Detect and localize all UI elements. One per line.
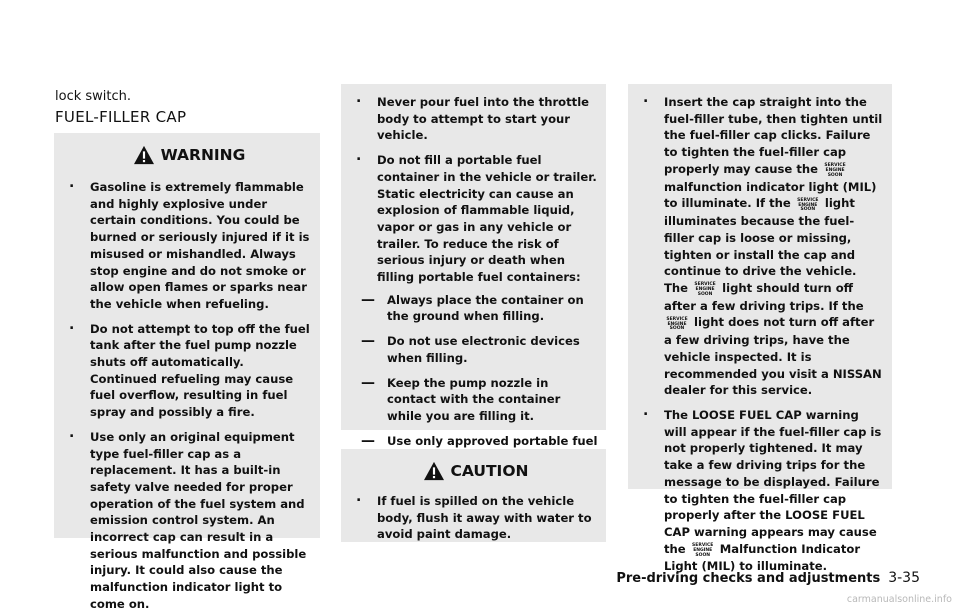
footer-section: Pre-driving checks and adjustments [616, 571, 881, 586]
intro-text: lock switch. [55, 89, 132, 104]
warning-box-col2 [341, 84, 606, 448]
dash-item: — Do not use electronic devices when filling. [361, 333, 598, 366]
page-number: 3-35 [888, 570, 920, 586]
service-engine-soon-icon: SERVICE ENGINE SOON [824, 163, 846, 178]
service-engine-soon-icon: SERVICE ENGINE SOON [797, 197, 819, 213]
caution-title: CAUTION [450, 462, 529, 480]
warning-item: . Do not attempt to top off the fuel tank after the fuel pump nozzle shuts off automatically. Continued refueling may cause fuel overflow, resulting in fuel spray and possibly a fire. [66, 321, 312, 421]
warning-triangle-icon [133, 145, 155, 165]
dash-item: — Always place the container on the ground when filling. [361, 292, 598, 325]
warning-item: . Do not fill a portable fuel container in the vehicle or trailer. Static electricity can cause an explosion of flammable liquid, vapor or gas in any vehicle or trailer. To reduce the risk of serious injury or death when filling portable fuel containers: — Always place the container on the ground when filling. — Do not use electronic devices when filling. — Keep the pump nozzle in contact with the container while you are filling it. — Use only approved portable fuel [353, 152, 598, 466]
service-engine-soon-icon: SERVICE ENGINE SOON [666, 316, 688, 332]
page-footer [616, 570, 920, 586]
warning-header [66, 145, 312, 165]
caution-triangle-icon [423, 461, 445, 481]
caution-box [341, 449, 606, 542]
warning-box-col1 [54, 133, 320, 611]
note-item: . The LOOSE FUEL CAP warning will appear if the fuel-filler cap is not properly tightened. It may take a few driving trips for the message to be displayed. Failure to tighten the fuel-filler cap properly after the LOOSE FUEL CAP warning appears may cause the SERVICE ENGINE SOON Malfunction Indicator Light (MIL) to illuminate. [640, 407, 884, 575]
caution-header [353, 461, 598, 481]
warning-item: . Never pour fuel into the throttle body to attempt to start your vehicle. [353, 94, 598, 144]
section-title: FUEL-FILLER CAP [55, 108, 187, 126]
warning-item: . Gasoline is extremely flammable and highly explosive under certain conditions. You could be burned or seriously injured if it is misused or mishandled. Always stop engine and do not smoke or allow open flames or sparks near the vehicle when refueling. [66, 179, 312, 313]
dash-item: — Keep the pump nozzle in contact with the container while you are filling it. [361, 375, 598, 425]
service-engine-soon-icon: SERVICE ENGINE SOON [692, 543, 714, 558]
warning-title: WARNING [160, 146, 246, 164]
notes-box-col3 [628, 84, 892, 574]
warning-item: . Use only an original equipment type fuel-filler cap as a replacement. It has a built-in safety valve needed for proper operation of the fuel system and emission control system. An incorrect cap can result in a serious malfunction and possible injury. It could also cause the malfunction indicator light to come on. [66, 429, 312, 613]
caution-item: . If fuel is spilled on the vehicle body, flush it away with water to avoid paint damage. [353, 493, 598, 543]
service-engine-soon-icon: SERVICE ENGINE SOON [694, 282, 716, 297]
note-item: . Insert the cap straight into the fuel-filler tube, then tighten until the fuel-filler cap clicks. Failure to tighten the fuel-filler cap properly may cause the SERVICE ENGINE SOON malfunction indicator light (MIL) to illuminate. If the SERVICE ENGINE SOON light illuminates because the fuel-filler cap is loose or missing, tighten or install the cap and continue to drive the vehicle. The SERVICE ENGINE SOON light should turn off after a few driving trips. If the SERVICE ENGINE SOON light does not turn off after a few driving trips, have the vehicle inspected. It is recommended you visit a NISSAN dealer for this service. [640, 94, 884, 399]
watermark: carmanualsonline.info [846, 594, 952, 605]
dash-item: — Use only approved portable fuel [361, 433, 598, 466]
